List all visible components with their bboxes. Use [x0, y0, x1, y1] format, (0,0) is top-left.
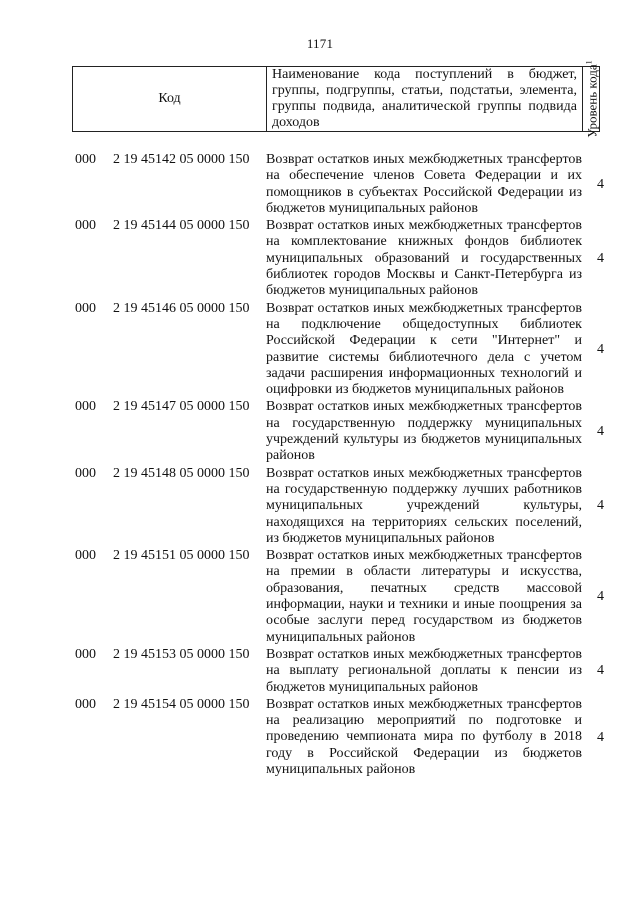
row-level: 4 [597, 424, 604, 440]
row-name: Возврат остатков иных межбюджетных трансфертов на государственную поддержку лучших работников муниципальных учреждений культуры, находящихся на территориях сельских поселений, из бюджетов муниципальных районов [266, 465, 582, 546]
row-level: 4 [597, 589, 604, 605]
table-row [0, 548, 640, 646]
header-level-text [582, 60, 599, 137]
table-row [0, 301, 640, 399]
table-row [0, 152, 640, 217]
row-level: 4 [597, 176, 604, 192]
row-name: Возврат остатков иных межбюджетных трансфертов на премии в области литературы и искусства, образования, печатных средств массовой информации, науки и техники и иные поощрения за особые заслуги перед государством из бюджетов муниципальных районов [266, 548, 582, 645]
row-code: 2 19 45142 05 0000 150 [113, 152, 250, 167]
row-name: Возврат остатков иных межбюджетных трансфертов на комплектование книжных фондов библиотек муниципальных образований и государственных библиотек городов Москвы и Санкт-Петербурга из бюджетов муниципальных районов [266, 218, 582, 299]
row-name: Возврат остатков иных межбюджетных трансфертов на подключение общедоступных библиотек Российской Федерации к сети "Интернет" и развитие системы библиотечного дела с учетом задачи расширения информационных технологий и оцифровки из бюджетов муниципальных районов [266, 300, 582, 398]
row-code: 2 19 45146 05 0000 150 [113, 300, 250, 316]
row-admin-code: 000 [75, 300, 96, 316]
table-row [0, 697, 640, 778]
table-header [72, 60, 600, 138]
row-code: 2 19 45151 05 0000 150 [113, 548, 250, 564]
row-admin-code: 000 [75, 548, 96, 564]
row-code: 2 19 45144 05 0000 150 [113, 218, 250, 234]
row-code: 2 19 45154 05 0000 150 [113, 696, 250, 712]
row-admin-code: 000 [75, 646, 96, 662]
row-name: Возврат остатков иных межбюджетных трансфертов на обеспечение членов Совета Федерации и их помощников в субъектах Российской Федерации из бюджетов муниципальных районов [266, 152, 582, 216]
header-level [583, 60, 600, 138]
row-admin-code: 000 [75, 465, 96, 481]
row-name: Возврат остатков иных межбюджетных трансфертов на государственную поддержку муниципальных учреждений культуры из бюджетов муниципальных районов [266, 399, 582, 464]
row-admin-code: 000 [75, 218, 96, 234]
row-level: 4 [597, 729, 604, 745]
row-name: Возврат остатков иных межбюджетных трансфертов на реализацию мероприятий по подготовке и проведению чемпионата мира по футболу в 2018 году в Российской Федерации из бюджетов муниципальных районов [266, 696, 582, 777]
table-row [0, 466, 640, 547]
row-code: 2 19 45153 05 0000 150 [113, 646, 250, 662]
header-level-label: Уровень кода [584, 64, 600, 138]
row-level: 4 [597, 341, 604, 357]
table-body [0, 152, 640, 778]
row-admin-code: 000 [75, 696, 96, 712]
row-level: 4 [597, 250, 604, 266]
header-name: Наименование кода поступлений в бюджет, группы, подгруппы, статьи, подстатьи, элемента, группы подвида, аналитической группы подвида доходов [267, 67, 583, 131]
table-row [0, 218, 640, 299]
row-level: 4 [597, 498, 604, 514]
table-row [0, 647, 640, 696]
row-admin-code: 000 [75, 152, 96, 167]
row-level: 4 [597, 663, 604, 679]
header-code: Код [73, 67, 267, 131]
row-name: Возврат остатков иных межбюджетных трансфертов на выплату региональной доплаты к пенсии из бюджетов муниципальных районов [266, 646, 582, 695]
table-row [0, 399, 640, 464]
row-code: 2 19 45147 05 0000 150 [113, 399, 250, 415]
row-admin-code: 000 [75, 399, 96, 415]
row-code: 2 19 45148 05 0000 150 [113, 465, 250, 481]
page-number: 1171 [306, 36, 334, 51]
header-level-footnote: 1 [584, 60, 594, 65]
